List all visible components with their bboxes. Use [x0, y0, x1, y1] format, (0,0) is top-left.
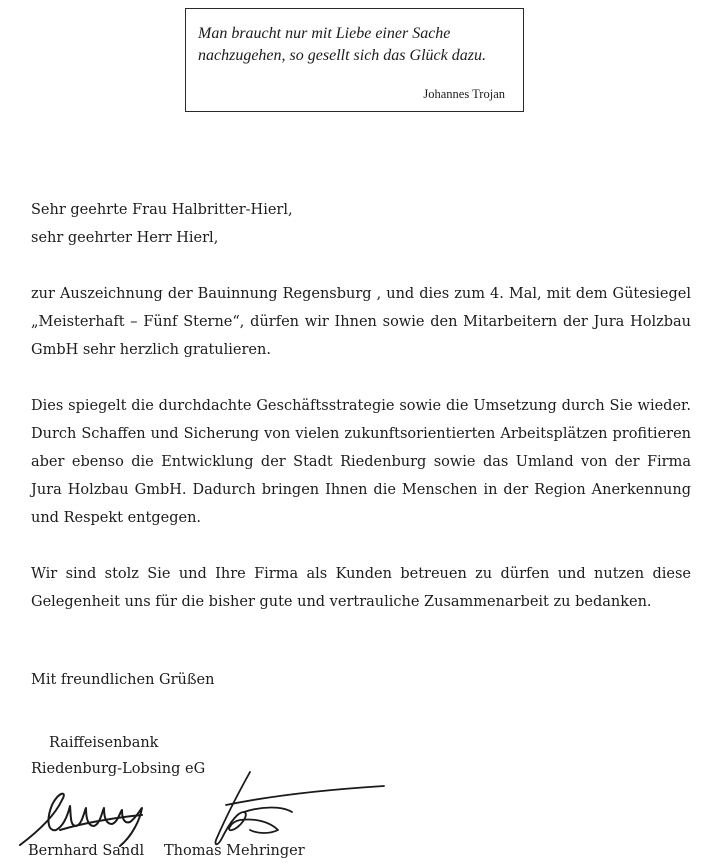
- quote-author: Johannes Trojan: [423, 87, 505, 101]
- signature-1: [20, 794, 142, 846]
- closing-phrase: Mit freundlichen Grüßen: [31, 672, 215, 688]
- quote-line: Man braucht nur mit Liebe einer Sache: [198, 25, 451, 42]
- signer-name: Thomas Mehringer: [164, 843, 305, 859]
- signature-2: [215, 772, 384, 844]
- greeting-line: sehr geehrter Herr Hierl,: [31, 230, 219, 246]
- paragraph: Wir sind stolz Sie und Ihre Firma als Kunden betreuen zu dürfen und nutzen diese Gelegenheit uns für die bisher gute und vertrauliche Zusammenarbeit zu bedanken.: [31, 566, 691, 610]
- bank-name-line: Riedenburg-Lobsing eG: [31, 761, 206, 777]
- greeting-line: Sehr geehrte Frau Halbritter-Hierl,: [31, 202, 293, 218]
- paragraph: zur Auszeichnung der Bauinnung Regensburg , und dies zum 4. Mal, mit dem Gütesiegel „Meisterhaft – Fünf Sterne“, dürfen wir Ihnen sowie den Mitarbeitern der Jura Holzbau GmbH sehr herzlich gratulieren.: [31, 286, 691, 358]
- signer-name: Bernhard Sandl: [28, 843, 145, 859]
- paragraph: Dies spiegelt die durchdachte Geschäftsstrategie sowie die Umsetzung durch Sie wieder. Durch Schaffen und Sicherung von vielen zukunftsorientierten Arbeitsplätzen profitieren aber ebenso die Entwicklung der Stadt Riedenburg sowie das Umland von der Firma Jura Holzbau GmbH. Dadurch bringen Ihnen die Menschen in der Region Anerkennung und Respekt entgegen.: [31, 398, 691, 526]
- quote-line: nachzugehen, so gesellt sich das Glück dazu.: [198, 47, 486, 64]
- bank-name-line: Raiffeisenbank: [49, 735, 159, 751]
